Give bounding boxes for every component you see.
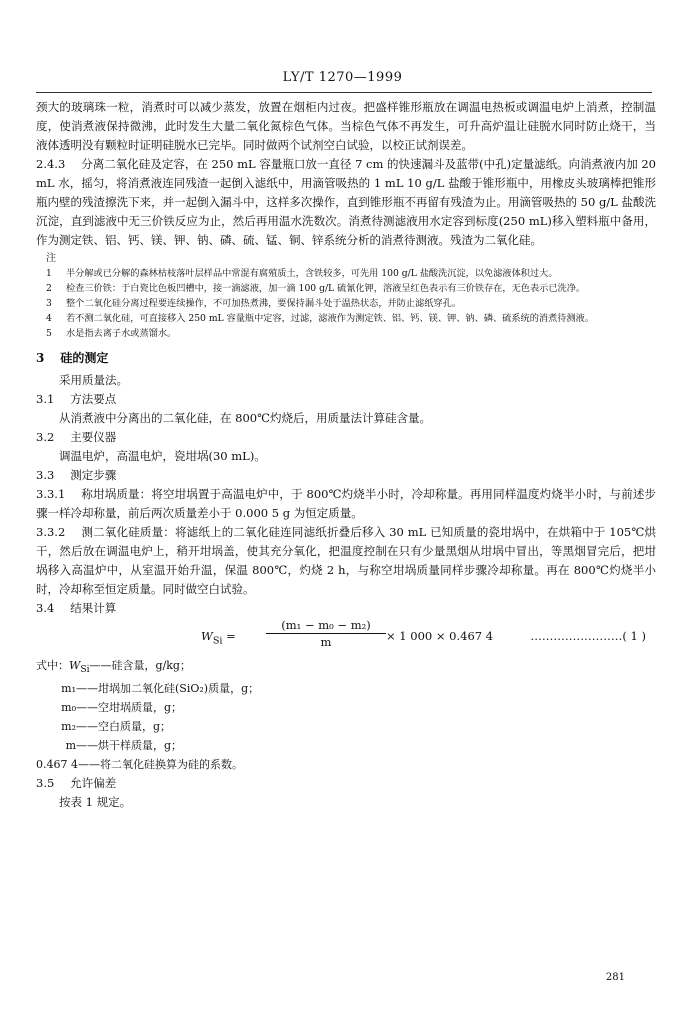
- section-3-1-heading: [36, 390, 656, 409]
- section-title: 允许偏差: [70, 776, 117, 791]
- section-number: 3.1: [36, 392, 55, 406]
- section-number: 3.2: [36, 430, 55, 444]
- section-number: 2.4.3: [36, 157, 66, 171]
- continued-paragraph: 颈大的玻璃珠一粒，消煮时可以减少蒸发，放置在烟柜内过夜。把盛样锥形瓶放在调温电热板或调温电炉上消煮，控制温度，使消煮液保持微沸，此时发生大量二氧化氮棕色气体。当棕色气体不再发生，可升高炉温让硅脱水同时防止烧干，当液体透明没有颗粒时证明硅脱水已完毕。同时做两个试剂空白试验，以校正试剂误差。: [36, 100, 656, 152]
- section-text: 测二氧化硅质量：将滤纸上的二氧化硅连同滤纸折叠后移入 30 mL 已知质量的瓷坩埚中，在烘箱中于 105℃烘干，然后放在调温电炉上，稍开坩埚盖，使其充分氧化，把温度控制在只有少量黑烟从坩埚中冒出，等黑烟冒完后，把坩埚移入高温炉中，从室温开始升温，保温 800℃，灼烧 2 h，与称空坩埚质量同样步骤冷却称量。再在 800℃灼烧半小时，冷却称至恒定质量。同时做空白试验。: [36, 525, 656, 596]
- note-item: [46, 296, 656, 311]
- section-title: 结果计算: [70, 601, 117, 615]
- note-number: 4: [46, 313, 52, 324]
- section-3-3-heading: [36, 466, 656, 485]
- section-text: 分离二氧化硅及定容，在 250 mL 容量瓶口放一直径 7 cm 的快速漏斗及蓝带(中孔)定量滤纸。向消煮液内加 20 mL 水，摇匀，将消煮液连同残渣一起倒入滤纸中，用滴管吸热的 1 mL 10 g/L 盐酸于锥形瓶中，用橡皮头玻璃棒把锥形瓶内壁的残渣擦洗下来，并一起倒入漏斗中，这样多次操作，直到锥形瓶不再留有残渣为止。用滴管吸热的 50 g/L 盐酸洗沉淀，直到滤液中无三价铁反应为止，然后再用温水洗数次。消煮待测滤液用水定容到标度(250 mL)移入塑料瓶中备用，作为测定铁、铝、钙、镁、钾、钠、磷、硫、锰、铜、锌系统分析的消煮待测液。残渣为二氧化硅。: [36, 157, 656, 247]
- note-item: [46, 281, 656, 296]
- notes-label: 注: [46, 253, 56, 264]
- section-number: 3.3.1: [36, 487, 66, 501]
- formula-denominator: m: [320, 635, 332, 649]
- page-content: [36, 98, 656, 812]
- section-3-2-text: 调温电炉，高温电炉，瓷坩埚(30 mL)。: [59, 449, 266, 463]
- section-title: 硅的测定: [60, 351, 109, 365]
- section-2-4-3: [36, 155, 656, 250]
- note-text: 半分解或已分解的森林枯枝落叶层样品中常混有腐殖质土，含铁较多，可先用 100 g/L 盐酸洗沉淀，以免滤液体积过大。: [66, 268, 558, 279]
- formula-lhs: $W_{Si}$ =: [201, 629, 236, 647]
- section-3-3-2: [36, 523, 656, 599]
- standard-code-header: LY/T 1270—1999: [282, 70, 403, 85]
- note-number: 3: [46, 298, 52, 309]
- note-item: [46, 266, 656, 281]
- legend-row: m——烘干样质量，g；: [65, 739, 183, 753]
- page-number: 281: [605, 972, 625, 983]
- section-3-4-heading: [36, 599, 656, 618]
- note-number: 5: [46, 328, 52, 339]
- section-number: 3: [36, 351, 45, 365]
- section-3-2-heading: [36, 428, 656, 447]
- legend-row: m₂——空白质量，g；: [61, 720, 172, 734]
- note-item: [46, 326, 656, 341]
- method-text: 采用质量法。: [59, 373, 128, 387]
- note-number: 1: [46, 268, 52, 279]
- section-title: 主要仪器: [70, 430, 117, 444]
- section-number: 3.4: [36, 601, 55, 615]
- formula-legend: [36, 656, 656, 774]
- section-number: 3.5: [36, 776, 55, 791]
- note-text: 若不测二氧化硅，可直接移入 250 mL 容量瓶中定容，过滤，滤液作为测定铁、铝、钙、镁、钾、钠、磷、硫系统的消煮待测液。: [66, 313, 595, 324]
- formula-numerator: (m₁ − m₀ − m₂): [266, 618, 386, 634]
- legend-intro: 式中：: [36, 659, 69, 672]
- note-text: 水是指去离子水或蒸馏水。: [66, 328, 177, 339]
- note-number: 2: [46, 283, 52, 294]
- section-3-3-1: [36, 485, 656, 523]
- note-text: 整个二氧化硅分离过程要连续操作，不可加热煮沸，要保持漏斗处于温热状态，并防止滤纸穿孔。: [66, 298, 462, 309]
- header-rule: [36, 92, 652, 93]
- legend-row: 式中：$W_{Si}——$硅含量，g/kg；: [36, 659, 191, 676]
- section-3-5-text: 按表 1 规定。: [59, 795, 132, 810]
- formula-fraction: [266, 618, 386, 649]
- section-3-1-text: 从消煮液中分离出的二氧化硅，在 800℃灼烧后，用质量法计算硅含量。: [59, 411, 431, 425]
- section-title: 方法要点: [70, 392, 117, 406]
- notes-list: [36, 266, 656, 341]
- equation-number: ……………………( 1 ): [530, 629, 646, 643]
- note-text: 检查三价铁：于白瓷比色板凹槽中，接一滴滤液，加一滴 100 g/L 硫氰化钾，溶液呈红色表示有三价铁存在，无色表示已洗净。: [66, 283, 586, 294]
- formula-multiplier: × 1 000 × 0.467 4: [386, 629, 494, 643]
- formula-1: [36, 618, 656, 656]
- section-3-heading: [36, 348, 656, 368]
- section-number: 3.3: [36, 468, 55, 482]
- section-3-5-heading: [36, 774, 656, 793]
- section-text: 称坩埚质量：将空坩埚置于高温电炉中，于 800℃灼烧半小时，冷却称量。再用同样温度灼烧半小时，与前述步骤一样冷却称量，前后两次质量差小于 0.000 5 g 为恒定质量。: [36, 487, 656, 520]
- note-item: [46, 311, 656, 326]
- legend-row: m₁——坩埚加二氧化硅(SiO₂)质量，g；: [61, 682, 260, 696]
- legend-row: m₀——空坩埚质量，g；: [61, 701, 183, 715]
- section-title: 测定步骤: [70, 468, 117, 482]
- section-number: 3.3.2: [36, 525, 66, 539]
- legend-row: 0.467 4——将二氧化硅换算为硅的系数。: [36, 758, 243, 772]
